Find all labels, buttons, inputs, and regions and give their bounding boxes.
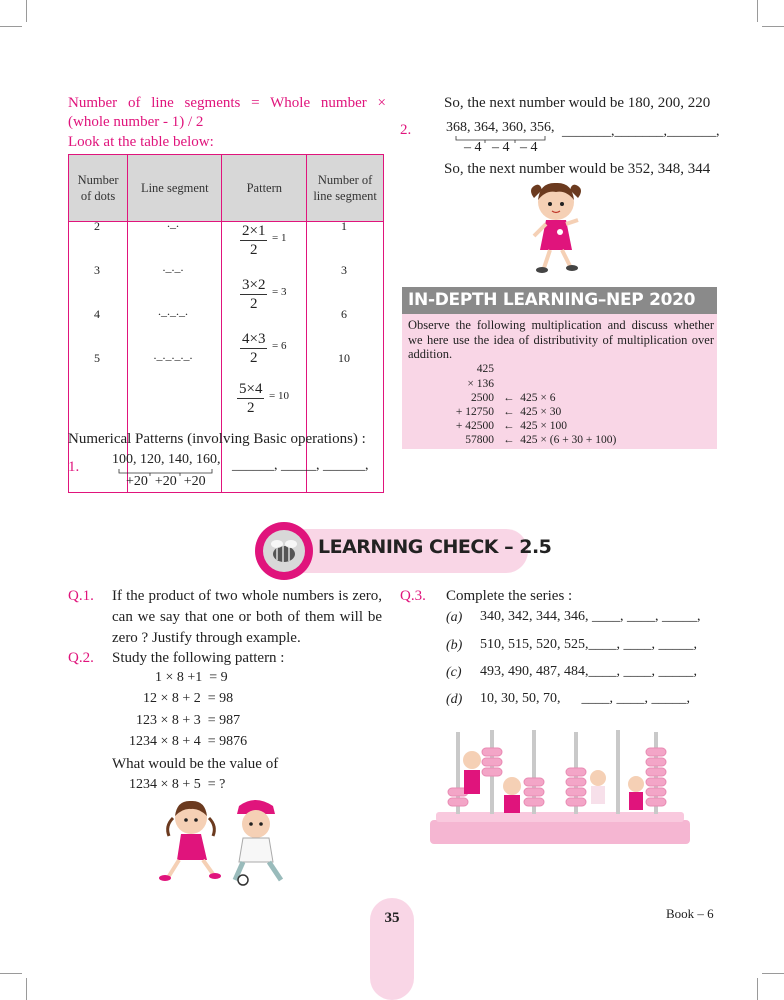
crop-mark <box>0 26 22 27</box>
q2-last: 1234 × 8 + 5 = ? <box>129 777 226 792</box>
q3-item-label: (d) <box>446 692 463 707</box>
mult-note: ← 425 × 30 <box>503 406 562 418</box>
crop-mark <box>26 978 27 1000</box>
numerical-heading: Numerical Patterns (involving Basic operations) : <box>68 431 366 447</box>
item-1-series: 100, 120, 140, 160, <box>112 452 221 467</box>
mult-value: 425 <box>476 363 494 375</box>
header-count: Number of line segment <box>307 155 384 222</box>
q3-label: Q.3. <box>400 588 426 604</box>
dots-cell: 4 <box>94 307 100 321</box>
pattern-fraction <box>237 380 289 417</box>
segment-cell: ._. <box>167 216 179 230</box>
bee-icon <box>255 522 313 580</box>
q2-line: 1 × 8 +1 = 9 <box>155 670 228 685</box>
formula-line-1: Number of line segments = Whole number × <box>68 95 386 111</box>
kids-illustration <box>155 796 295 888</box>
pattern-denominator: 2 <box>249 350 258 366</box>
item-2-label: 2. <box>400 122 412 138</box>
segment-cell: ._._. <box>162 260 184 274</box>
crop-mark <box>757 978 758 1000</box>
book-label: Book – 6 <box>666 906 714 921</box>
q2-label: Q.2. <box>68 650 94 666</box>
q3-item-series: 510, 515, 520, 525,____, ____, _____, <box>480 637 697 652</box>
pattern-denominator: 2 <box>249 242 258 258</box>
crop-mark <box>757 0 758 22</box>
pattern-numerator: 5×4 <box>239 381 263 397</box>
page-number: 35 <box>384 910 400 926</box>
dots-cell: 5 <box>94 351 100 365</box>
mult-value: 57800 <box>465 434 494 446</box>
count-cell: 10 <box>338 351 350 365</box>
item-2-blanks: _______,_______,_______, <box>562 124 720 139</box>
q2-line: 12 × 8 + 2 = 98 <box>143 691 234 706</box>
count-cell: 3 <box>341 263 347 277</box>
mult-value: × 136 <box>467 378 494 390</box>
q3-item-label: (c) <box>446 665 462 680</box>
answer-1: So, the next number would be 180, 200, 220 <box>444 95 711 111</box>
pattern-result: = 10 <box>269 390 289 402</box>
dots-cell: 3 <box>94 263 100 277</box>
table-intro: Look at the table below: <box>68 134 214 150</box>
pattern-numerator: 4×3 <box>242 331 266 347</box>
crop-mark <box>762 26 784 27</box>
q1-label: Q.1. <box>68 588 94 604</box>
segment-cell: ._._._. <box>158 304 188 318</box>
q3-item-series: 493, 490, 487, 484,____, ____, _____, <box>480 664 697 679</box>
mult-note: ← 425 × 6 <box>503 392 556 404</box>
q2-ask: What would be the value of <box>112 756 279 772</box>
q3-text: Complete the series : <box>446 588 573 604</box>
q2-text: Study the following pattern : <box>112 650 285 666</box>
formula-line-2: (whole number - 1) / 2 <box>68 114 204 130</box>
learning-check-title: LEARNING CHECK – 2.5 <box>318 536 552 558</box>
header-dots: Number of dots <box>69 155 128 222</box>
q3-item-series: 340, 342, 344, 346, ____, ____, _____, <box>480 609 701 624</box>
pattern-numerator: 2×1 <box>242 223 266 239</box>
item-1-label: 1. <box>68 459 80 475</box>
mult-value: + 12750 <box>455 406 494 418</box>
segment-cell: ._._._._. <box>153 348 193 362</box>
pattern-denominator: 2 <box>246 400 255 416</box>
pattern-fraction <box>240 222 287 259</box>
count-cell: 1 <box>341 219 347 233</box>
count-cell: 6 <box>341 307 347 321</box>
crop-mark <box>26 0 27 22</box>
pattern-fraction <box>240 276 287 313</box>
q2-line: 123 × 8 + 3 = 987 <box>136 713 241 728</box>
q3-item-series: 10, 30, 50, 70, ____, ____, _____, <box>480 691 690 706</box>
q2-line: 1234 × 8 + 4 = 9876 <box>129 734 248 749</box>
item-1-blanks: ______, _____, ______, <box>232 458 369 473</box>
item-1-diffs: +20 +20 +20 <box>126 474 206 489</box>
q1-text: If the product of two whole numbers is zero, can we say that one or both of them will be zero ? Justify through example. <box>112 588 382 646</box>
mult-value: 2500 <box>471 392 494 404</box>
abacus-illustration <box>430 728 690 846</box>
nep-text: Observe the following multiplication and discuss whether we here use the idea of distributivity of multiplication over addition. <box>408 318 714 361</box>
nep-title: IN-DEPTH LEARNING–NEP 2020 <box>402 287 717 314</box>
pattern-denominator: 2 <box>249 296 258 312</box>
dots-cell: 2 <box>94 219 100 233</box>
pattern-result: = 3 <box>272 286 287 298</box>
mult-note: ← 425 × 100 <box>503 420 567 432</box>
pattern-result: = 1 <box>272 232 287 244</box>
item-2-series: 368, 364, 360, 356, <box>446 120 555 135</box>
pattern-result: = 6 <box>272 340 287 352</box>
answer-2: So, the next number would be 352, 348, 344 <box>444 161 711 177</box>
crop-mark <box>762 973 784 974</box>
item-2-diffs: – 4 – 4 – 4 <box>464 140 538 155</box>
pattern-numerator: 3×2 <box>242 277 266 293</box>
q3-item-label: (a) <box>446 610 463 625</box>
crop-mark <box>0 973 22 974</box>
q3-item-label: (b) <box>446 638 463 653</box>
mult-value: + 42500 <box>455 420 494 432</box>
header-segment: Line segment <box>128 155 222 222</box>
mult-note: ← 425 × (6 + 30 + 100) <box>503 434 617 446</box>
girl-illustration <box>520 180 592 276</box>
header-pattern: Pattern <box>222 155 307 222</box>
pattern-fraction <box>240 330 287 367</box>
